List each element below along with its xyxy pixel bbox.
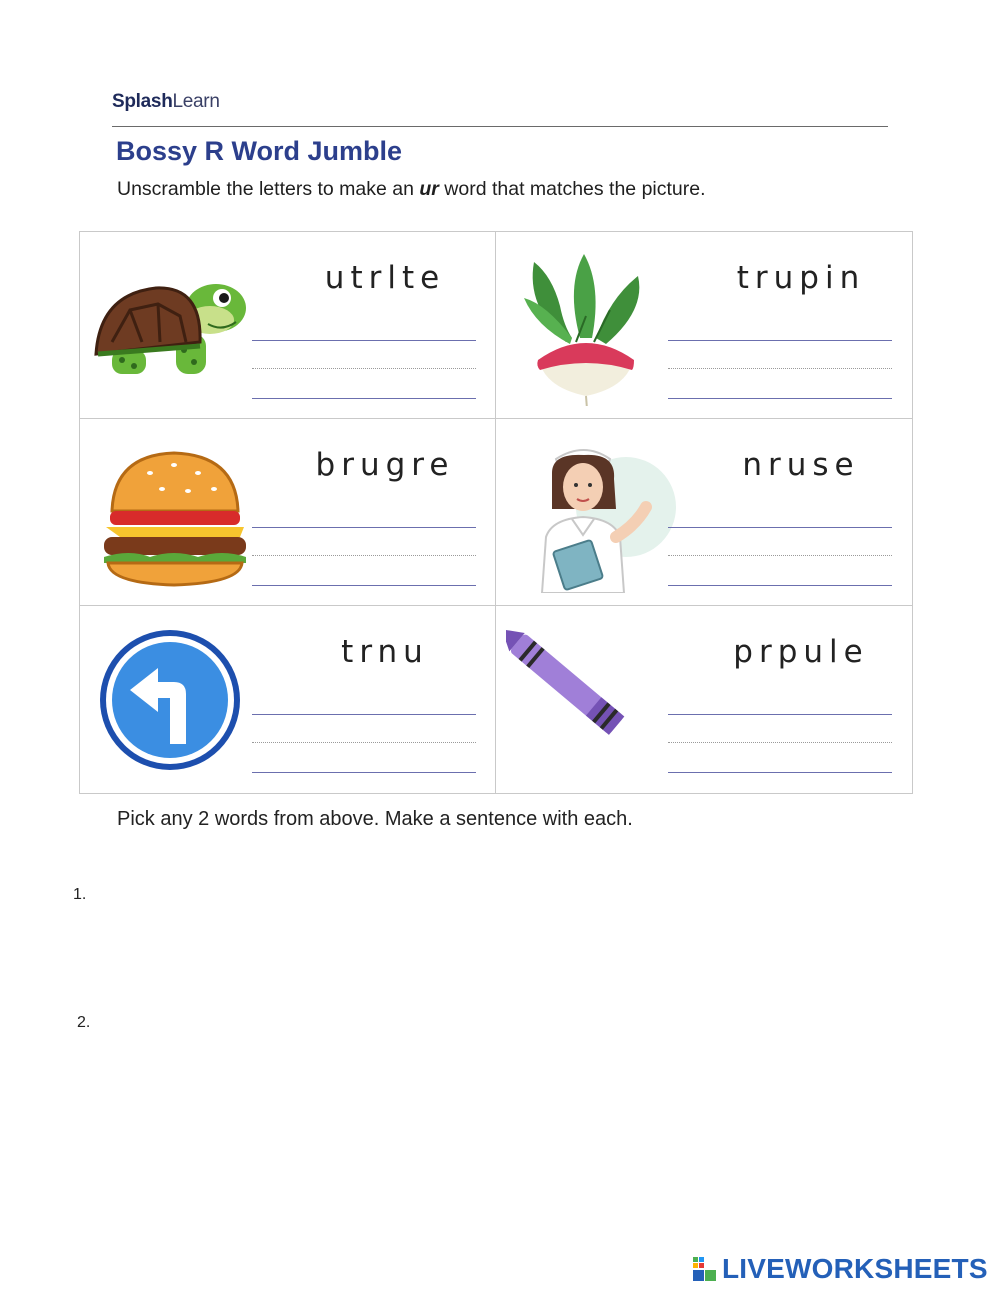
answer-input[interactable] [250, 511, 482, 589]
purple-crayon-icon [506, 620, 676, 780]
answer-input[interactable] [250, 698, 482, 776]
answer-input[interactable] [250, 324, 482, 402]
worksheet-title: Bossy R Word Jumble [116, 136, 403, 166]
scrambled-word: brugre [315, 447, 455, 483]
sentence-number: 2. [77, 1014, 91, 1031]
burger-icon [90, 433, 260, 593]
jumble-cell [496, 419, 912, 606]
scrambled-word: utrlte [324, 260, 446, 296]
liveworksheets-grid-icon [692, 1256, 718, 1282]
answer-input[interactable] [666, 324, 898, 402]
nurse-icon [506, 433, 676, 593]
splashlearn-logo: SplashLearn [112, 91, 220, 112]
turtle-icon [90, 246, 260, 406]
jumble-cell [80, 606, 496, 793]
sentence-input[interactable] [110, 874, 894, 916]
instructions: Unscramble the letters to make an ur word that matches the picture. [117, 178, 706, 200]
sentence-instructions: Pick any 2 words from above. Make a sentence with each. [117, 808, 633, 830]
liveworksheets-logo [692, 1253, 988, 1285]
header-divider [112, 126, 888, 127]
jumble-cell [80, 419, 496, 606]
scrambled-word: prpule [733, 634, 869, 670]
turnip-icon [506, 246, 676, 406]
scrambled-word: trupin [736, 260, 866, 296]
liveworksheets-brand: LIVEWORKSHEETS [722, 1253, 988, 1284]
answer-input[interactable] [666, 698, 898, 776]
jumble-cell [80, 232, 496, 419]
jumble-cell [496, 232, 912, 419]
answer-input[interactable] [666, 511, 898, 589]
scrambled-word: trnu [341, 634, 429, 670]
sentence-number: 1. [73, 886, 87, 903]
jumble-grid [79, 231, 913, 794]
jumble-cell [496, 606, 912, 793]
turn-left-sign-icon [90, 620, 260, 780]
scrambled-word: nruse [742, 447, 860, 483]
sentence-input[interactable] [110, 1002, 894, 1044]
